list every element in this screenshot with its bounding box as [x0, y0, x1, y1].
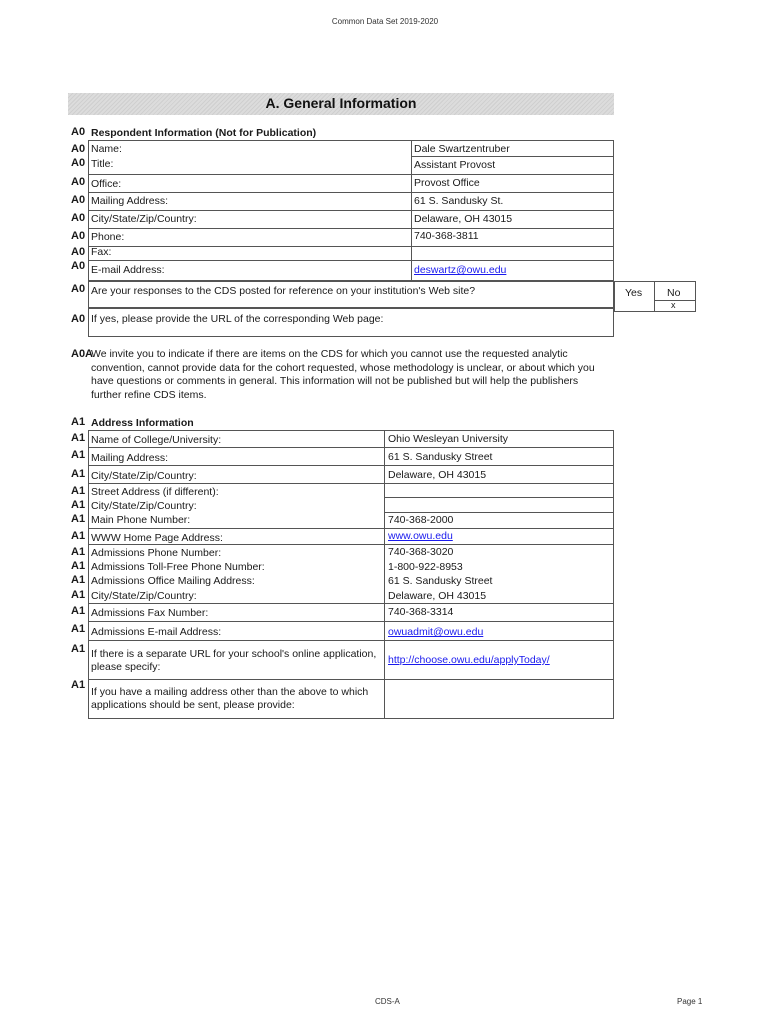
- respondent-email-label: E-mail Address:: [91, 264, 165, 276]
- respondent-name-value[interactable]: Dale Swartzentruber: [414, 143, 510, 155]
- item-code: A1: [71, 560, 86, 572]
- respondent-email-link[interactable]: deswartz@owu.edu: [414, 264, 507, 276]
- homepage-label: WWW Home Page Address:: [91, 532, 223, 544]
- main-phone-label: Main Phone Number:: [91, 514, 191, 526]
- item-code: A1: [71, 530, 86, 542]
- respondent-city-value[interactable]: Delaware, OH 43015: [414, 213, 513, 225]
- item-code: A0: [71, 246, 86, 258]
- item-code: A0: [71, 157, 86, 169]
- admissions-fax-label: Admissions Fax Number:: [91, 607, 209, 619]
- item-code: A0: [71, 313, 86, 325]
- admissions-email-link[interactable]: owuadmit@owu.edu: [388, 626, 484, 638]
- item-code: A0: [71, 230, 86, 242]
- item-code: A1: [71, 485, 86, 497]
- item-code: A0: [71, 212, 86, 224]
- no-label: No: [667, 287, 681, 299]
- yes-label: Yes: [625, 287, 643, 299]
- respondent-phone-value[interactable]: 740-368-3811: [414, 230, 479, 242]
- college-name-label: Name of College/University:: [91, 434, 222, 446]
- item-code: A1: [71, 574, 86, 586]
- admissions-mailing-value[interactable]: 61 S. Sandusky Street: [388, 575, 493, 587]
- city-state-label: City/State/Zip/Country:: [91, 470, 197, 482]
- homepage-link[interactable]: www.owu.edu: [388, 530, 453, 542]
- url-question-label: If yes, please provide the URL of the corresponding Web page:: [91, 313, 384, 325]
- item-code: A0: [71, 283, 86, 295]
- item-code: A0: [71, 143, 86, 155]
- posted-question-label: Are your responses to the CDS posted for reference on your institution's Web site?: [91, 285, 476, 297]
- no-checkbox-mark[interactable]: x: [671, 300, 676, 310]
- respondent-office-value[interactable]: Provost Office: [414, 177, 480, 189]
- respondent-mailing-value[interactable]: 61 S. Sandusky St.: [414, 195, 504, 207]
- main-phone-value[interactable]: 740-368-2000: [388, 514, 454, 526]
- admissions-phone-label: Admissions Phone Number:: [91, 547, 222, 559]
- city-state-value[interactable]: Delaware, OH 43015: [388, 469, 487, 481]
- footer-section: CDS-A: [375, 997, 400, 1006]
- street-city-label: City/State/Zip/Country:: [91, 500, 197, 512]
- item-code: A1: [71, 605, 86, 617]
- respondent-phone-label: Phone:: [91, 231, 125, 243]
- page-header: Common Data Set 2019-2020: [331, 17, 439, 26]
- respondent-office-label: Office:: [91, 178, 122, 190]
- item-code: A0: [71, 176, 86, 188]
- respondent-name-label: Name:: [91, 143, 122, 155]
- address-heading: Address Information: [91, 417, 194, 429]
- mailing-address-label: Mailing Address:: [91, 452, 169, 464]
- respondent-heading: Respondent Information (Not for Publication): [91, 127, 317, 139]
- footer-page: Page 1: [677, 997, 703, 1006]
- admissions-phone-value[interactable]: 740-368-3020: [388, 546, 454, 558]
- college-name-value[interactable]: Ohio Wesleyan University: [388, 433, 509, 445]
- online-application-link[interactable]: http://choose.owu.edu/applyToday/: [388, 654, 550, 666]
- online-application-label: If there is a separate URL for your school's online application, please specify:: [91, 648, 377, 673]
- item-code: A1: [71, 589, 86, 601]
- item-code: A1: [71, 679, 86, 691]
- item-code: A0: [71, 260, 86, 272]
- item-code: A0: [71, 194, 86, 206]
- item-code: A1: [71, 513, 86, 525]
- item-code: A1: [71, 449, 86, 461]
- item-code: A1: [71, 432, 86, 444]
- item-code: A1: [71, 623, 86, 635]
- item-code: A1: [71, 416, 86, 428]
- item-code: A1: [71, 546, 86, 558]
- section-title: A. General Information: [265, 95, 417, 111]
- other-mailing-label: If you have a mailing address other than the above to which applications should be sent, please provide:: [91, 686, 369, 711]
- invite-paragraph: We invite you to indicate if there are items on the CDS for which you cannot use the requested analytic convention, cannot provide data for the cohort requested, whose methodology is unclear, or about which you have questions or comments in general. This information will not be published but will help the publishers further refine CDS items.: [91, 348, 595, 401]
- toll-free-label: Admissions Toll-Free Phone Number:: [91, 561, 265, 573]
- item-code: A0A: [71, 348, 94, 360]
- item-code: A1: [71, 643, 86, 655]
- item-code: A1: [71, 468, 86, 480]
- respondent-title-label: Title:: [91, 158, 114, 170]
- item-code: A0: [71, 126, 86, 138]
- respondent-city-label: City/State/Zip/Country:: [91, 213, 197, 225]
- admissions-email-label: Admissions E-mail Address:: [91, 626, 222, 638]
- admissions-fax-value[interactable]: 740-368-3314: [388, 606, 454, 618]
- admissions-city-label: City/State/Zip/Country:: [91, 590, 197, 602]
- item-code: A1: [71, 499, 86, 511]
- admissions-mailing-label: Admissions Office Mailing Address:: [91, 575, 255, 587]
- respondent-fax-label: Fax:: [91, 246, 112, 258]
- respondent-mailing-label: Mailing Address:: [91, 195, 169, 207]
- mailing-address-value[interactable]: 61 S. Sandusky Street: [388, 451, 493, 463]
- admissions-city-value[interactable]: Delaware, OH 43015: [388, 590, 487, 602]
- section-banner: [68, 93, 614, 115]
- toll-free-value[interactable]: 1-800-922-8953: [388, 561, 463, 573]
- respondent-title-value[interactable]: Assistant Provost: [414, 159, 496, 171]
- street-address-label: Street Address (if different):: [91, 486, 219, 498]
